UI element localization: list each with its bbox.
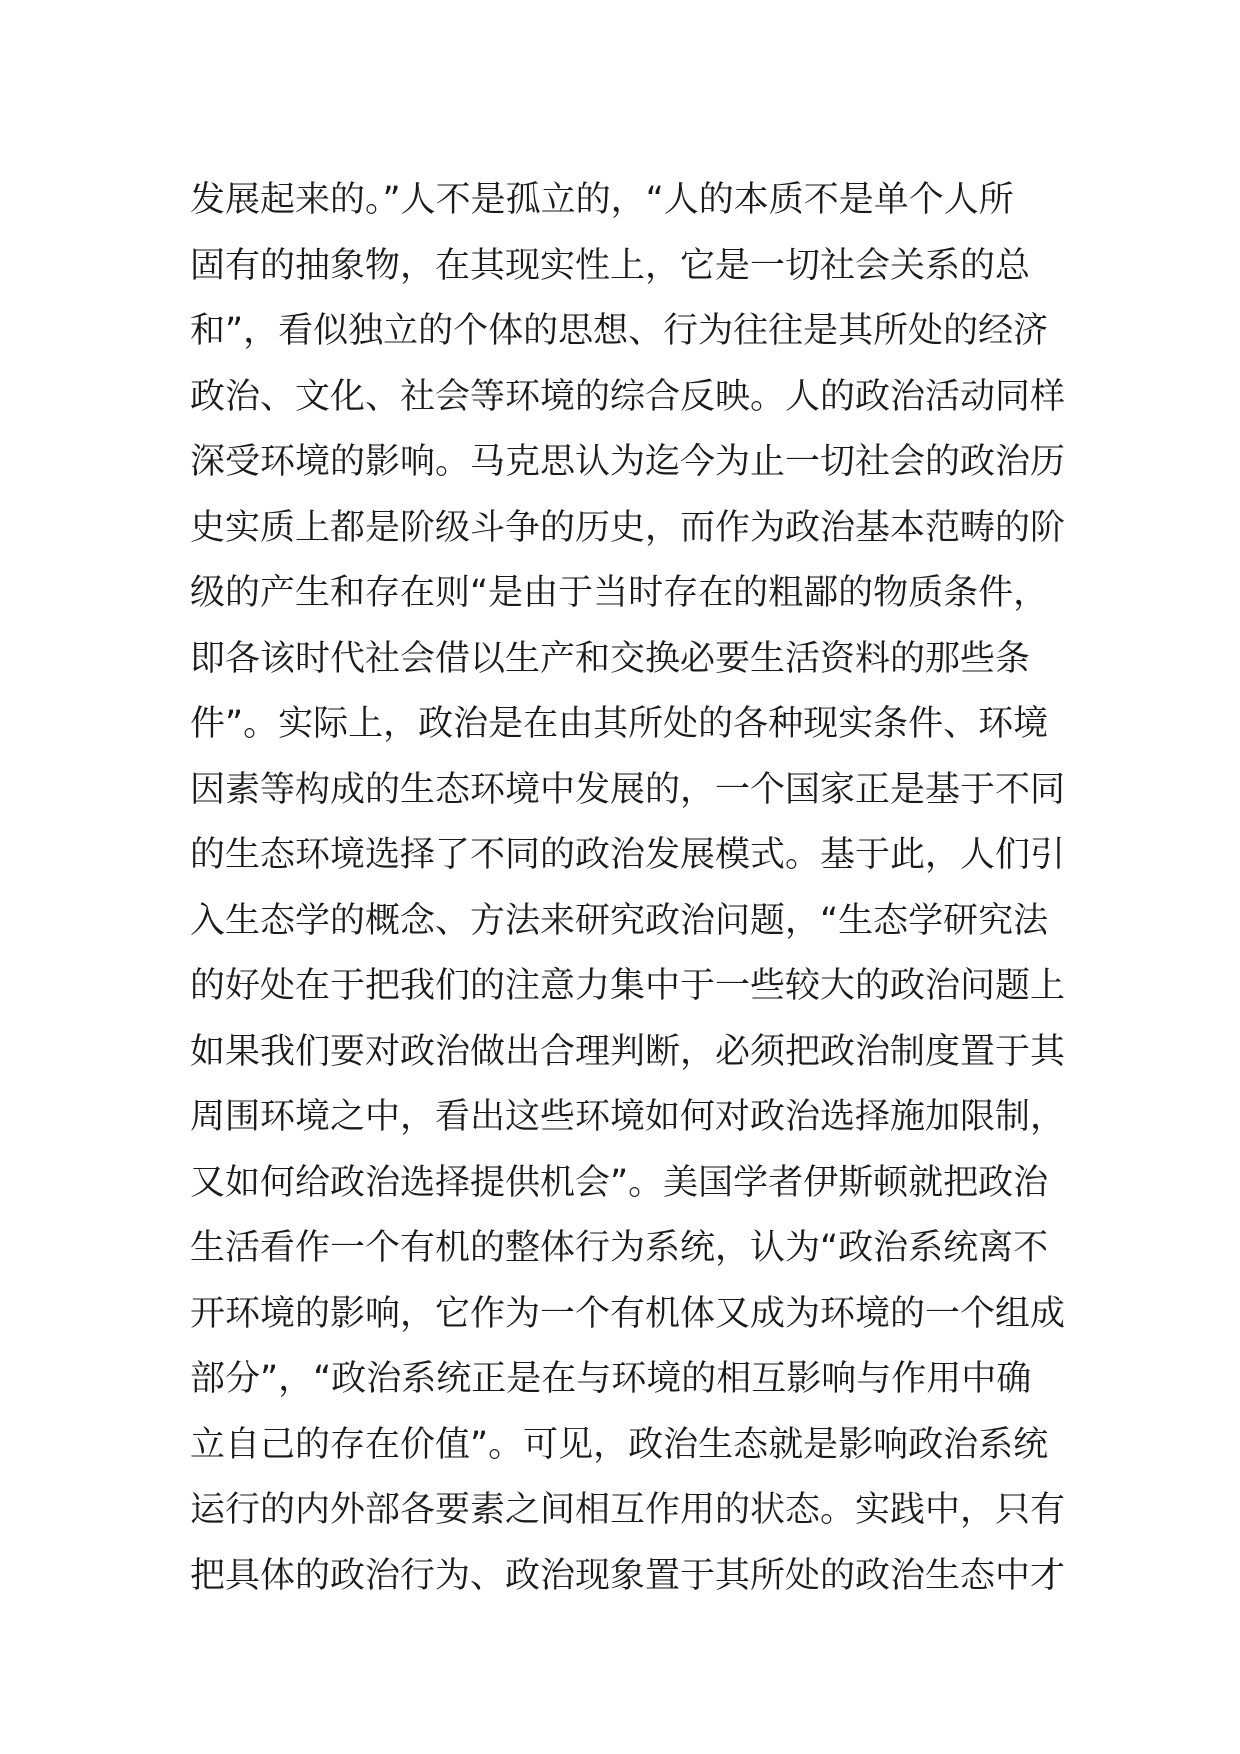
- text-line: 的生态环境选择了不同的政治发展模式。基于此，人们引: [190, 835, 1066, 875]
- text-line: 把具体的政治行为、政治现象置于其所处的政治生态中才: [190, 1555, 1066, 1596]
- text-line: 件”。实际上，政治是在由其所处的各种现实条件、环境: [190, 704, 1049, 744]
- text-line: 发展起来的。”人不是孤立的，“人的本质不是单个人所: [190, 180, 1014, 220]
- text-line: 级的产生和存在则“是由于当时存在的粗鄙的物质条件，: [190, 573, 1049, 613]
- text-line: 如果我们要对政治做出合理判断，必须把政治制度置于其: [190, 1031, 1066, 1072]
- text-line: 史实质上都是阶级斗争的历史，而作为政治基本范畴的阶: [190, 507, 1066, 548]
- text-line: 运行的内外部各要素之间相互作用的状态。实践中，只有: [190, 1490, 1066, 1530]
- text-line: 部分”，“政治系统正是在与环境的相互影响与作用中确: [190, 1359, 1032, 1399]
- text-line: 固有的抽象物，在其现实性上，它是一切社会关系的总: [190, 245, 1031, 286]
- text-line: 深受环境的影响。马克思认为迄今为止一切社会的政治历: [190, 442, 1066, 482]
- text-line: 又如何给政治选择提供机会”。美国学者伊斯顿就把政治: [190, 1162, 1049, 1203]
- text-line: 政治、文化、社会等环境的综合反映。人的政治活动同样: [190, 376, 1066, 417]
- text-line: 周围环境之中，看出这些环境如何对政治选择施加限制，: [190, 1097, 1066, 1137]
- text-line: 生活看作一个有机的整体行为系统，认为“政治系统离不: [190, 1228, 1049, 1268]
- text-line: 开环境的影响，它作为一个有机体又成为环境的一个组成: [190, 1293, 1066, 1334]
- text-line: 因素等构成的生态环境中发展的，一个国家正是基于不同: [190, 769, 1066, 810]
- text-line: 即各该时代社会借以生产和交换必要生活资料的那些条: [190, 638, 1031, 679]
- text-line: 和”，看似独立的个体的思想、行为往往是其所处的经济: [190, 311, 1049, 351]
- body-text: [190, 168, 1070, 1609]
- text-line: 立自己的存在价值”。可见，政治生态就是影响政治系统: [190, 1424, 1049, 1465]
- text-line: 入生态学的概念、方法来研究政治问题，“生态学研究法: [190, 900, 1049, 941]
- text-line: 的好处在于把我们的注意力集中于一些较大的政治问题上: [190, 966, 1066, 1006]
